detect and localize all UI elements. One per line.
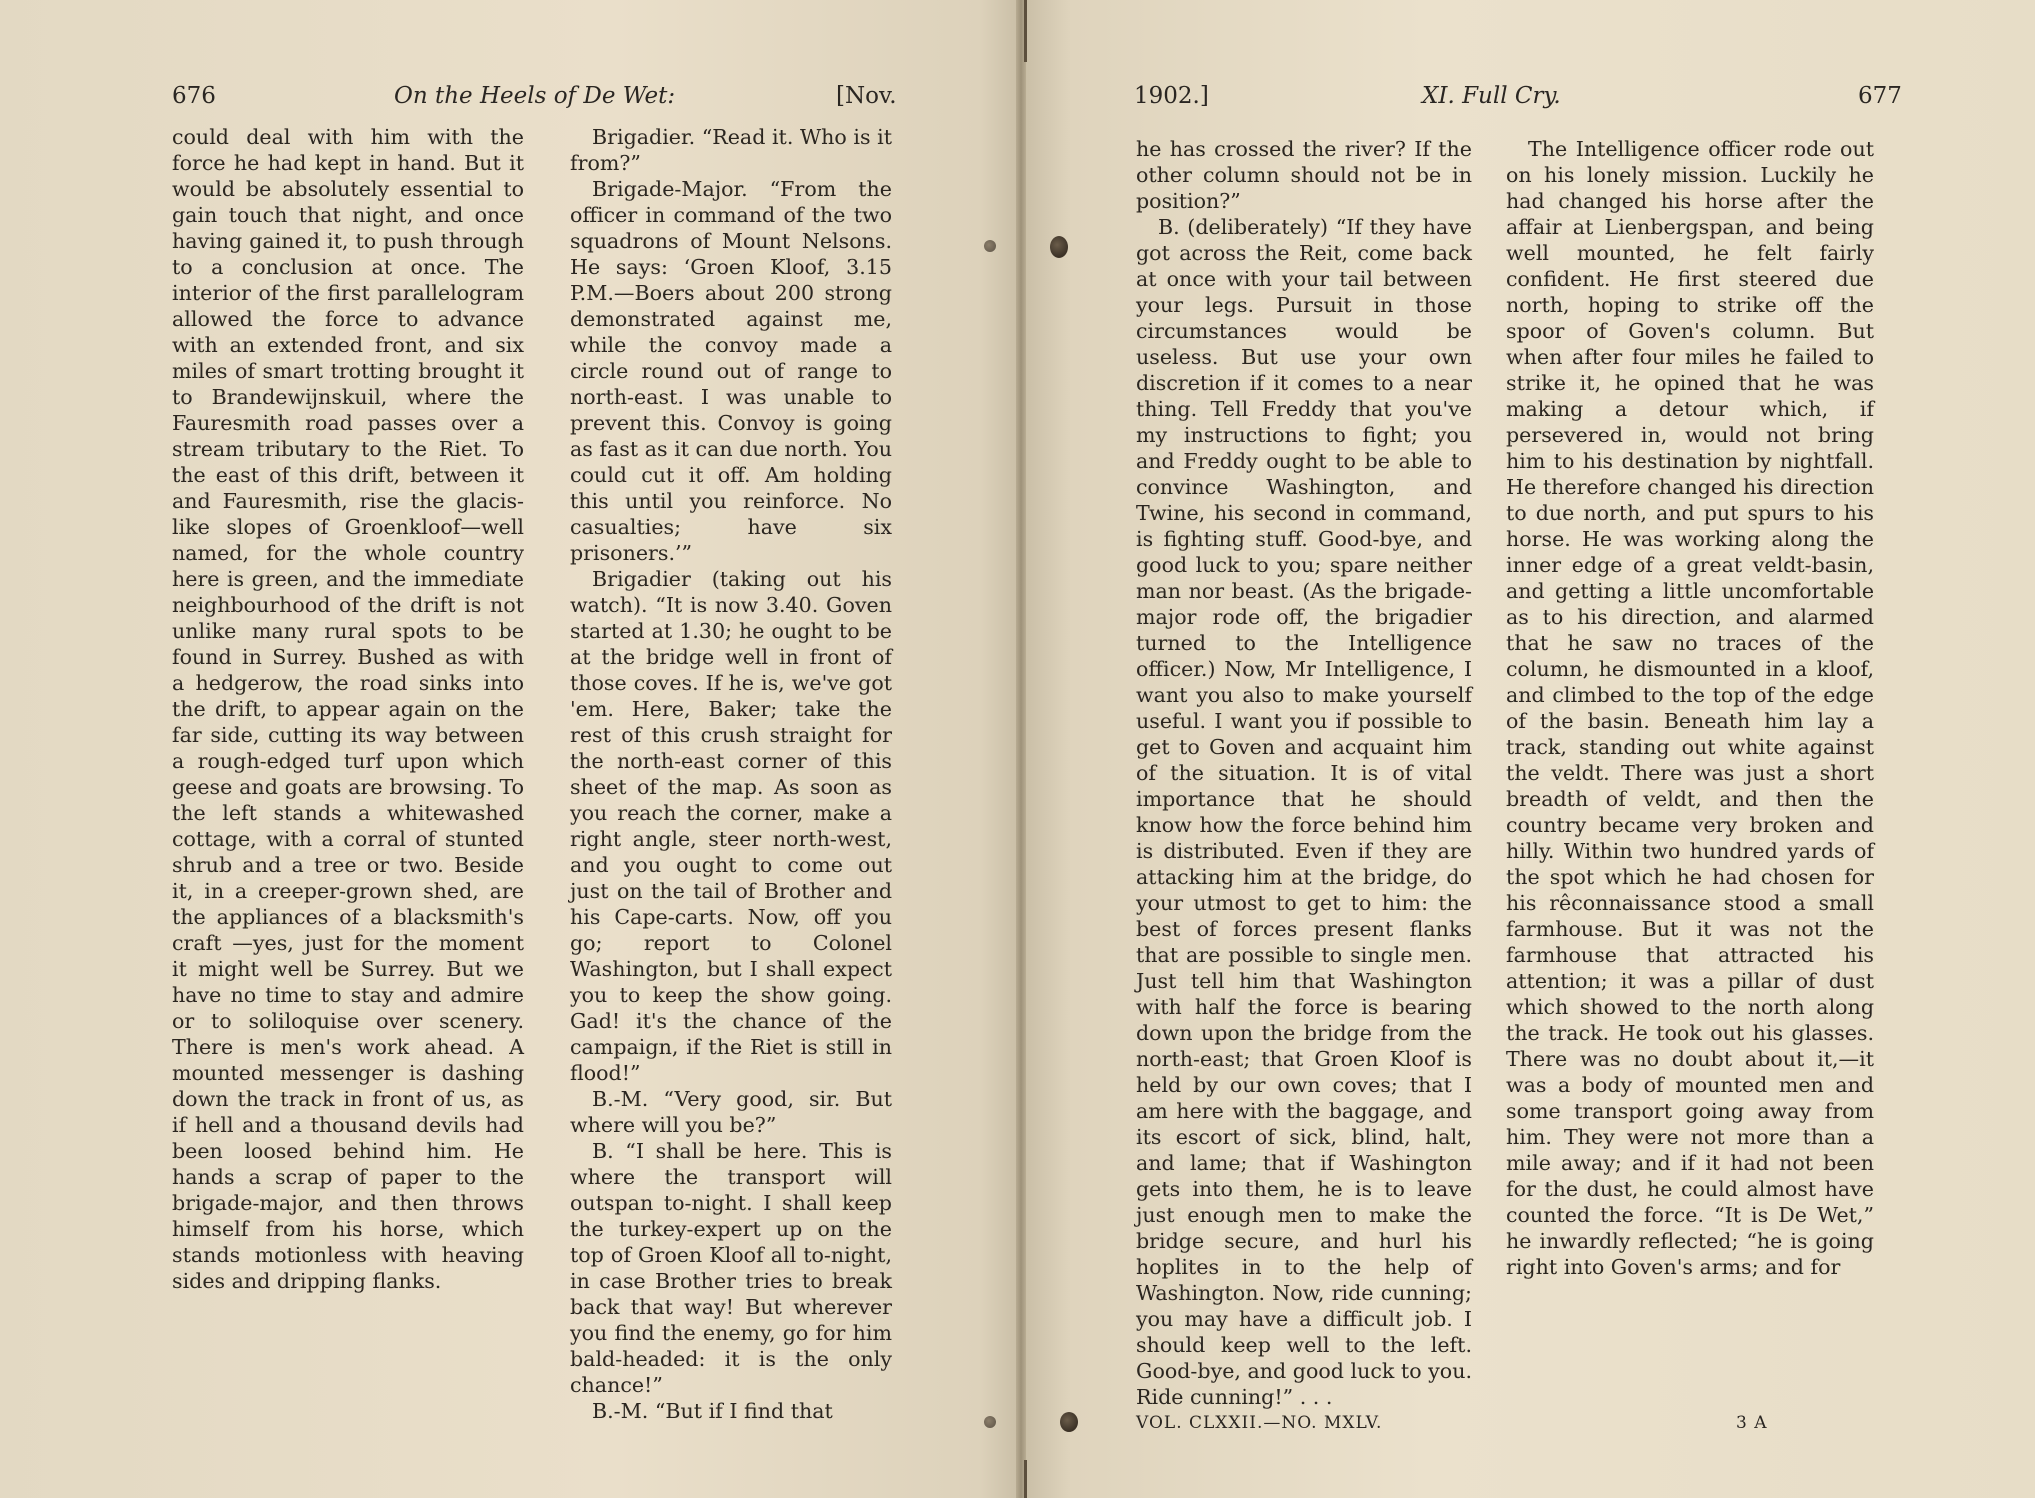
paragraph: B.-M. “Very good, sir. But where will you be?” <box>570 1087 892 1137</box>
binding-hole-top <box>1050 236 1068 258</box>
paragraph: The Intelligence officer rode out on his lonely mission. Luckily he had changed his horse after the affair at Lienbergspan, and being well mounted, he felt fairly confident. He first steered due north, hoping to strike off the spoor of Goven's column. But when after four miles he failed to strike it, he opined that he was making a detour which, if persevered in, would not bring him to his destination by nightfall. He therefore changed his direction to due north, and put spurs to his horse. He was working along the inner edge of a great veldt-basin, and getting a little uncomfortable as to his direction, and alarmed that he saw no traces of the column, he dismounted in a kloof, and climbed to the top of the edge of the basin. Beneath him lay a track, standing out white against the veldt. There was just a short breadth of veldt, and then the country became very broken and hilly. Within two hundred yards of the spot which he had chosen for his rêconnaissance stood a small farmhouse. But it was not the farmhouse that attracted his attention; it was a pillar of dust which showed to the north along the track. He took out his glasses. There was no doubt about it,—it was a body of mounted men and some transport going away from him. They were not more than a mile away; and if it had not been for the dust, he could almost have counted the force. “It is De Wet,” he inwardly reflected; “he is going right into Goven's arms; and for <box>1506 137 1874 1279</box>
paragraph: B. “I shall be here. This is where the transport will outspan to-night. I shall keep the turkey-expert up on the top of Groen Kloof all to-night, in case Brother tries to break back that way! But wherever you find the enemy, go for him bald-headed: it is the only chance!” <box>570 1139 892 1397</box>
binding-crease-top <box>1024 0 1027 62</box>
running-title: On the Heels of De Wet: <box>394 83 676 109</box>
binding-mark-left-top <box>984 240 996 252</box>
right-column-2 <box>1506 136 1874 1280</box>
page-number: 677 <box>1858 83 1902 109</box>
running-date: 1902.] <box>1134 83 1209 109</box>
signature-mark: 3 A <box>1736 1413 1768 1433</box>
paragraph: Brigadier (taking out his watch). “It is now 3.40. Goven started at 1.30; he ought to be at the bridge well in front of those coves. If he is, we've got 'em. Here, Baker; take the rest of this crush straight for the north-east corner of this sheet of the map. As soon as you reach the corner, make a right angle, steer north-west, and you ought to come out just on the tail of Brother and his Cape-carts. Now, off you go; report to Colonel Washington, but I shall expect you to keep the show going. Gad! it's the chance of the campaign, if the Riet is still in flood!” <box>570 567 892 1085</box>
binding-crease-bottom <box>1024 1460 1027 1498</box>
right-column-1 <box>1136 136 1472 1410</box>
page-number: 676 <box>172 83 216 109</box>
left-column-1 <box>172 124 524 1294</box>
volume-number: VOL. CLXXII.—NO. MXLV. <box>1136 1413 1383 1433</box>
paragraph: B.-M. “But if I find that <box>592 1399 833 1423</box>
binding-hole-bottom <box>1060 1412 1078 1432</box>
binding-gutter <box>1016 0 1026 1498</box>
right-page <box>1020 0 2035 1498</box>
paragraph: B. (deliberately) “If they have got across the Reit, come back at once with your tail between your legs. Pursuit in those circumstances would be useless. But use your own discretion if it comes to a near thing. Tell Freddy that you've my instructions to fight; you and Freddy ought to be able to convince Washington, and Twine, his second in command, is fighting stuff. Good-bye, and good luck to you; spare neither man nor beast. (As the brigade-major rode off, the brigadier turned to the Intelligence officer.) Now, Mr Intelligence, I want you also to make yourself useful. I want you if possible to get to Goven and acquaint him of the situation. It is of vital importance that he should know how the force behind him is distributed. Even if they are attacking him at the bridge, do your utmost to get to him: the best of forces present flanks that are possible to single men. Just tell him that Washington with half the force is bearing down upon the bridge from the north-east; that Groen Kloof is held by our own coves; that I am here with the baggage, and its escort of sick, blind, halt, and lame; that if Washington gets into them, he is to leave just enough men to make the bridge secure, and hurl his hoplites in to the help of Washington. Now, ride cunning; you may have a difficult job. I should keep well to the left. Good-bye, and good luck to you. Ride cunning!” . . . <box>1136 215 1472 1409</box>
paragraph: could deal with him with the force he had kept in hand. But it would be absolutely essential to gain touch that night, and once having gained it, to push through to a conclusion at once. The interior of the first parallelogram allowed the force to advance with an extended front, and six miles of smart trotting brought it to Brandewijnskuil, where the Fauresmith road passes over a stream tributary to the Riet. To the east of this drift, between it and Fauresmith, rise the glacis-like slopes of Groenkloof—well named, for the whole country here is green, and the immediate neighbourhood of the drift is not unlike many rural spots to be found in Surrey. Bushed as with a hedgerow, the road sinks into the drift, to appear again on the far side, cutting its way between a rough-edged turf upon which geese and goats are browsing. To the left stands a whitewashed cottage, with a corral of stunted shrub and a tree or two. Beside it, in a creeper-grown shed, are the appliances of a blacksmith's craft —yes, just for the moment it might well be Surrey. But we have no time to stay and admire or to soliloquise over scenery. There is men's work ahead. A mounted messenger is dashing down the track in front of us, as if hell and a thousand devils had been loosed behind him. He hands a scrap of paper to the brigade-major, and then throws himself from his horse, which stands motionless with heaving sides and dripping flanks. <box>172 125 524 1293</box>
left-column-2 <box>570 124 892 1424</box>
paragraph: Brigade-Major. “From the officer in command of the two squadrons of Mount Nelsons. He says: ‘Groen Kloof, 3.15 P.M.—Boers about 200 strong demonstrated against me, while the convoy made a circle round out of range to north-east. I was unable to prevent this. Convoy is going as fast as it can due north. You could cut it off. Am holding this until you reinforce. No casualties; have six prisoners.’” <box>570 177 892 565</box>
paragraph: Brigadier. “Read it. Who is it from?” <box>570 125 892 175</box>
running-title: XI. Full Cry. <box>1422 83 1561 109</box>
paragraph: he has crossed the river? If the other column should not be in position?” <box>1136 137 1472 213</box>
running-date: [Nov. <box>836 83 897 109</box>
binding-mark-left-bottom <box>984 1416 996 1428</box>
